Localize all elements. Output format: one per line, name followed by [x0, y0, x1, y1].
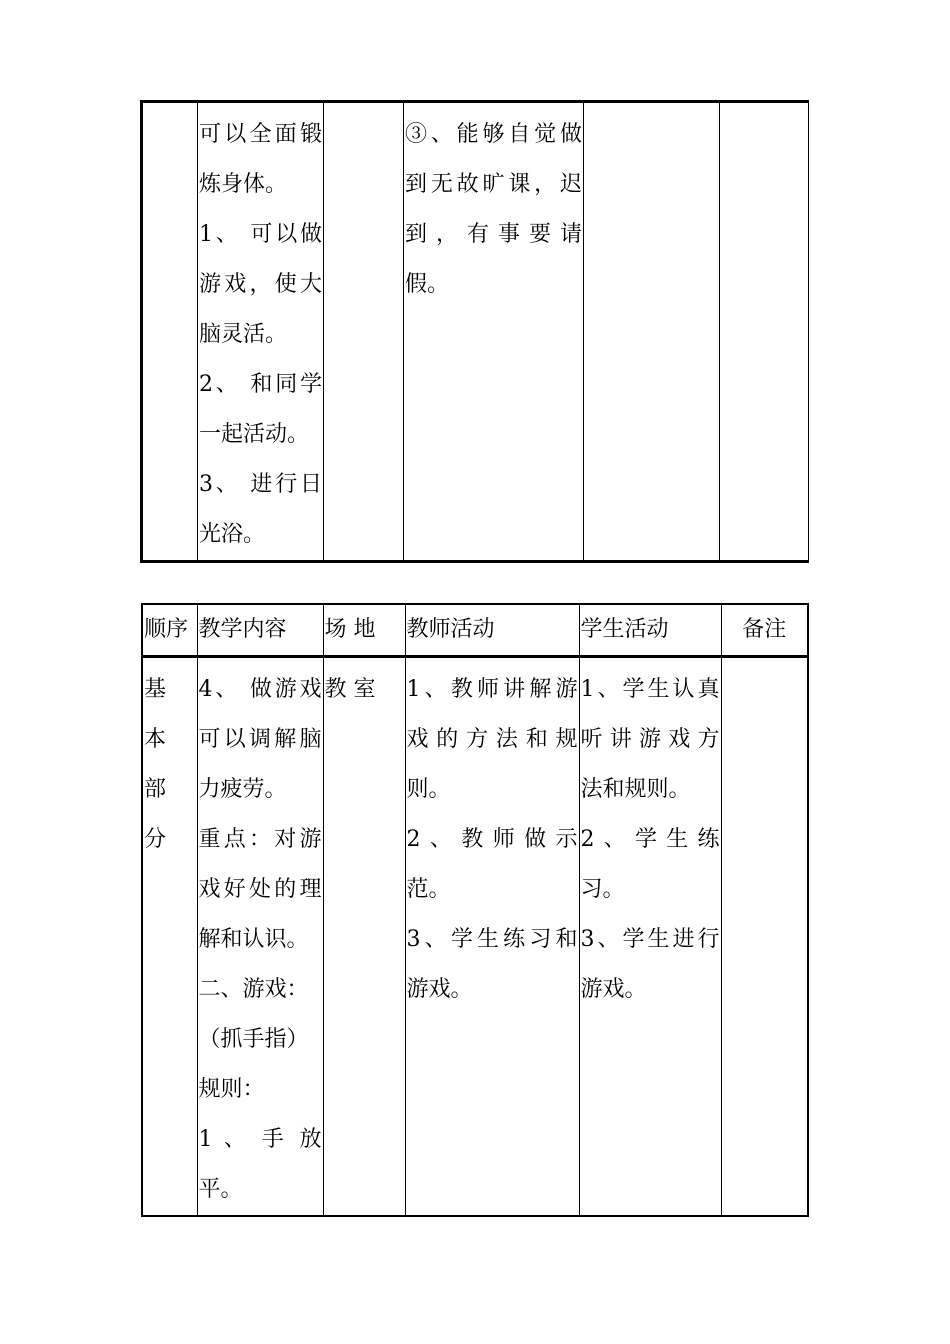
student-line: 2、学生练 — [580, 827, 720, 852]
notes-cell — [721, 657, 808, 1217]
content-line: 解和认识。 — [198, 927, 309, 952]
content-line: 2、 和同学 — [199, 372, 322, 397]
continuation-table — [140, 100, 809, 563]
teacher-line: 到无故旷课，迟 — [405, 172, 582, 197]
content-cell — [197, 657, 323, 1217]
teacher-line: 假。 — [405, 272, 450, 297]
order-cell — [142, 102, 198, 562]
student-line: 1、学生认真 — [580, 677, 720, 702]
content-line: 3、 进行日 — [199, 472, 322, 497]
content-line: 一起活动。 — [199, 422, 310, 447]
header-order: 顺序 — [142, 604, 197, 657]
student-line: 听讲游戏方 — [580, 727, 720, 752]
student-line: 游戏。 — [580, 977, 647, 1002]
content-line: 规则： — [198, 1077, 265, 1102]
teacher-cell — [405, 657, 579, 1217]
content-line: （抓手指） — [198, 1027, 309, 1052]
teacher-line: ③、能够自觉做 — [405, 122, 582, 147]
venue-cell — [323, 657, 405, 1217]
order-char: 分 — [144, 827, 167, 852]
student-cell — [579, 657, 721, 1217]
venue-cell — [324, 102, 404, 562]
content-line: 可以全面锻 — [199, 122, 322, 147]
header-teacher: 教师活动 — [405, 604, 579, 657]
lesson-plan-table — [141, 603, 809, 1217]
content-line: 脑灵活。 — [199, 322, 288, 347]
teacher-line: 2、教师做示 — [406, 827, 578, 852]
content-line: 可以调解脑 — [198, 727, 322, 752]
header-venue: 场 地 — [323, 604, 405, 657]
content-line: 平。 — [198, 1177, 243, 1202]
order-char: 基 — [144, 677, 167, 702]
content-line: 1、 可以做 — [199, 222, 322, 247]
header-content: 教学内容 — [197, 604, 323, 657]
teacher-line: 1、教师讲解游 — [406, 677, 578, 702]
header-notes: 备注 — [721, 604, 808, 657]
teacher-line: 则。 — [406, 777, 451, 802]
student-line: 法和规则。 — [580, 777, 691, 802]
content-line: 炼身体。 — [199, 172, 288, 197]
content-line: 4、 做游戏 — [198, 677, 322, 702]
content-line: 重点：对游 — [198, 827, 322, 852]
content-line: 戏好处的理 — [198, 877, 322, 902]
content-line: 二、游戏： — [198, 977, 309, 1002]
teacher-line: 范。 — [406, 877, 451, 902]
teacher-line: 游戏。 — [406, 977, 473, 1002]
order-char: 部 — [144, 777, 167, 802]
content-line: 游戏，使大 — [199, 272, 322, 297]
order-char: 本 — [144, 727, 167, 752]
teacher-line: 3、学生练习和 — [406, 927, 578, 952]
notes-cell — [720, 102, 809, 562]
teacher-line: 到，有事要请 — [405, 222, 582, 247]
student-line: 3、学生进行 — [580, 927, 720, 952]
teacher-line: 戏的方法和规 — [406, 727, 578, 752]
student-cell — [584, 102, 720, 562]
venue-value: 教 室 — [324, 677, 376, 702]
teacher-cell — [404, 102, 584, 562]
content-cell — [198, 102, 324, 562]
content-line: 1 、 手 放 — [198, 1127, 322, 1152]
content-line: 力疲劳。 — [198, 777, 287, 802]
content-line: 光浴。 — [199, 522, 266, 547]
header-student: 学生活动 — [579, 604, 721, 657]
order-cell — [142, 657, 197, 1217]
student-line: 习。 — [580, 877, 625, 902]
